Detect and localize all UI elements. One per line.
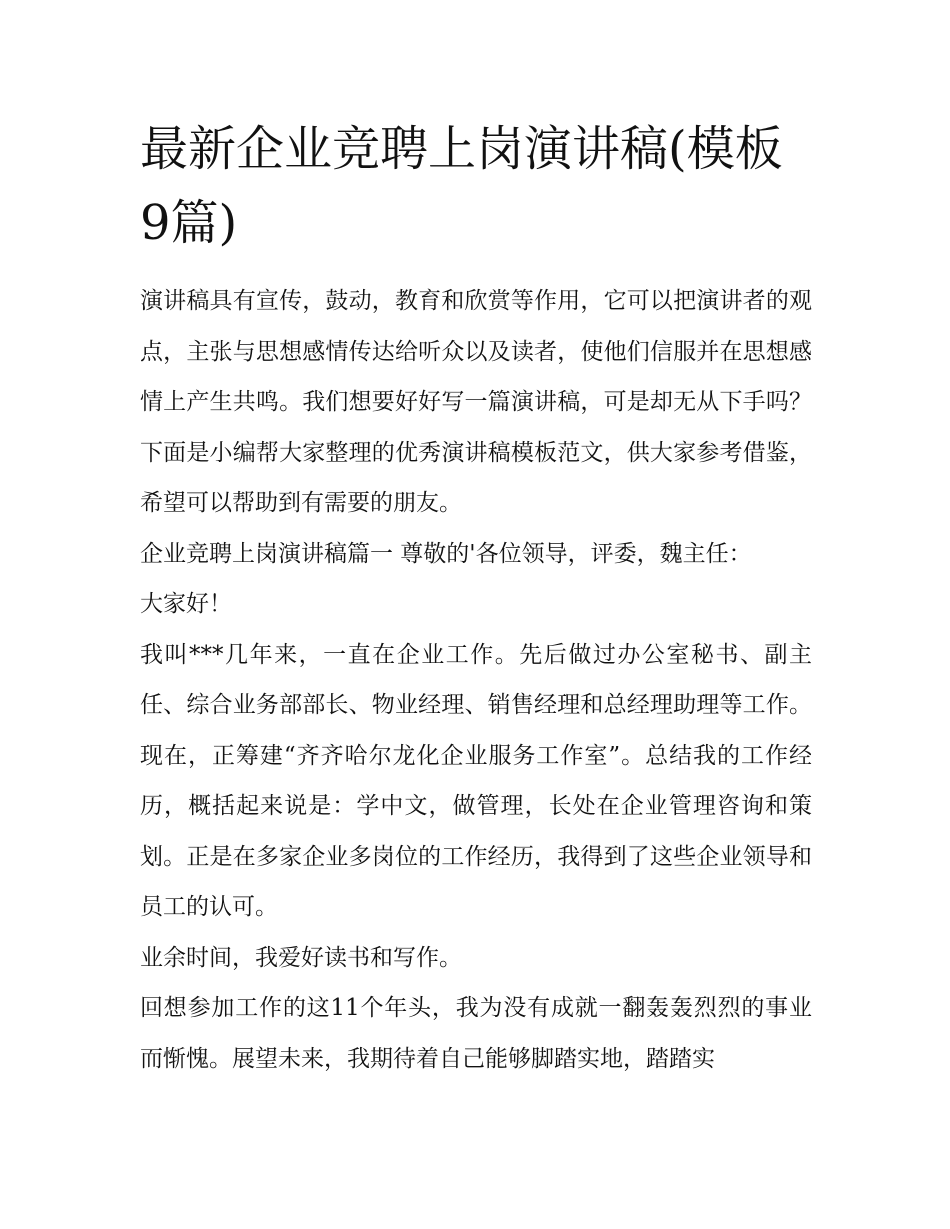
paragraph-hobbies: 业余时间，我爱好读书和写作。 [140, 944, 462, 971]
paragraph-intro: 演讲稿具有宣传，鼓动，教育和欣赏等作用，它可以把演讲者的观点，主张与思想感情传达给听众以及读者，使他们信服并在思想感情上产生共鸣。我们想要好好写一篇演讲稿，可是却无从下手吗？下面是小编帮大家整理的优秀演讲稿模板范文，供大家参考借鉴，希望可以帮助到有需要的朋友。 [140, 288, 812, 516]
paragraph-reflection: 回想参加工作的这11个年头，我为没有成就一翻轰轰烈烈的事业而惭愧。展望未来，我期待着自己能够脚踏实地，踏踏实 [140, 995, 812, 1072]
paragraph-greeting: 大家好！ [140, 591, 232, 617]
document-title: 最新企业竞聘上岗演讲稿(模板9篇) [140, 121, 783, 251]
paragraph-salutation: 企业竞聘上岗演讲稿篇一 尊敬的'各位领导，评委，魏主任： [140, 540, 752, 567]
document-body [140, 276, 812, 1084]
paragraph-experience: 我叫***几年来，一直在企业工作。先后做过办公室秘书、副主任、综合业务部部长、物业经理、销售经理和总经理助理等工作。现在，正筹建“齐齐哈尔龙化企业服务工作室”。总结我的工作经历，概括起来说是：学中文，做管理，长处在企业管理咨询和策划。正是在多家企业多岗位的工作经历，我得到了这些企业领导和员工的认可。 [140, 641, 812, 920]
document-page [140, 112, 812, 1084]
